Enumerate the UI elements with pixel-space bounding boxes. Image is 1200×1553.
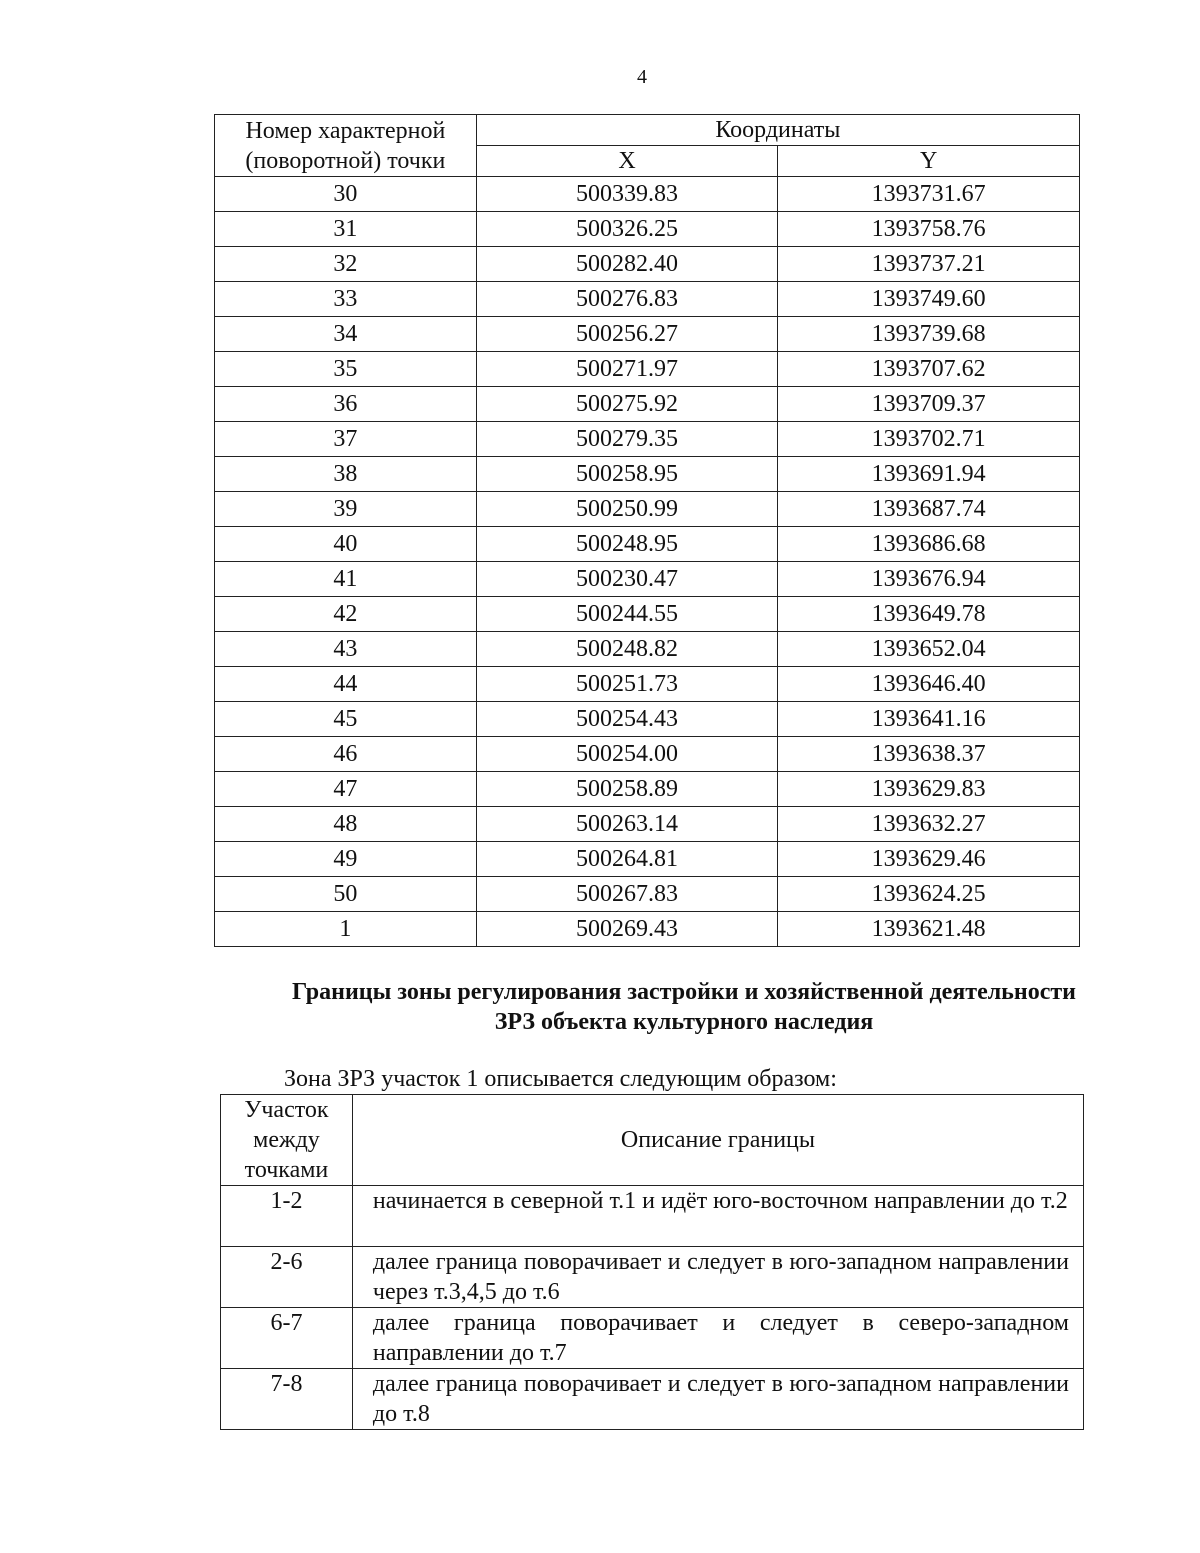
point-number-cell: 33: [215, 282, 477, 317]
point-number-cell: 38: [215, 457, 477, 492]
table-row: [215, 632, 1080, 667]
coordinates-table: [214, 114, 1080, 947]
table-row: [215, 667, 1080, 702]
point-number-cell: 43: [215, 632, 477, 667]
y-coordinate-cell: 1393687.74: [778, 492, 1080, 527]
x-coordinate-cell: 500251.73: [476, 667, 778, 702]
point-number-cell: 30: [215, 177, 477, 212]
point-number-cell: 36: [215, 387, 477, 422]
point-number-cell: 48: [215, 807, 477, 842]
x-coordinate-cell: 500267.83: [476, 877, 778, 912]
point-number-cell: 1: [215, 912, 477, 947]
segment-header: Участок между точками: [221, 1095, 353, 1186]
point-number-cell: 35: [215, 352, 477, 387]
page-number: 4: [637, 66, 647, 88]
point-number-cell: 31: [215, 212, 477, 247]
y-header: Y: [778, 146, 1080, 177]
point-number-header: Номер характерной (поворотной) точки: [215, 115, 477, 177]
table-row: [215, 597, 1080, 632]
y-coordinate-cell: 1393652.04: [778, 632, 1080, 667]
x-coordinate-cell: 500230.47: [476, 562, 778, 597]
point-number-cell: 39: [215, 492, 477, 527]
table-row: [215, 282, 1080, 317]
x-coordinate-cell: 500263.14: [476, 807, 778, 842]
x-coordinate-cell: 500250.99: [476, 492, 778, 527]
x-coordinate-cell: 500248.82: [476, 632, 778, 667]
x-coordinate-cell: 500271.97: [476, 352, 778, 387]
point-number-cell: 40: [215, 527, 477, 562]
y-coordinate-cell: 1393707.62: [778, 352, 1080, 387]
x-coordinate-cell: 500269.43: [476, 912, 778, 947]
section-title: Границы зоны регулирования застройки и хозяйственной деятельности ЗРЗ объекта культурного наследия: [292, 979, 1076, 1035]
table-row: [221, 1186, 1084, 1247]
intro-text: Зона ЗРЗ участок 1 описывается следующим образом:: [284, 1066, 837, 1092]
table-row: [215, 247, 1080, 282]
table-row: [221, 1247, 1084, 1308]
x-coordinate-cell: 500275.92: [476, 387, 778, 422]
table-row: [215, 492, 1080, 527]
table-row: [215, 912, 1080, 947]
y-coordinate-cell: 1393702.71: [778, 422, 1080, 457]
table-row: [215, 352, 1080, 387]
table-row: [221, 1369, 1084, 1430]
description-cell: далее граница поворачивает и следует в северо-западном направлении до т.7: [352, 1308, 1083, 1369]
table-row: [215, 807, 1080, 842]
table-row: [215, 737, 1080, 772]
y-coordinate-cell: 1393686.68: [778, 527, 1080, 562]
y-coordinate-cell: 1393646.40: [778, 667, 1080, 702]
y-coordinate-cell: 1393641.16: [778, 702, 1080, 737]
description-header: Описание границы: [352, 1095, 1083, 1186]
table-row: [215, 562, 1080, 597]
y-coordinate-cell: 1393621.48: [778, 912, 1080, 947]
point-number-cell: 37: [215, 422, 477, 457]
point-number-cell: 46: [215, 737, 477, 772]
point-number-cell: 50: [215, 877, 477, 912]
point-number-cell: 45: [215, 702, 477, 737]
x-coordinate-cell: 500279.35: [476, 422, 778, 457]
x-coordinate-cell: 500248.95: [476, 527, 778, 562]
y-coordinate-cell: 1393624.25: [778, 877, 1080, 912]
table-row: [215, 702, 1080, 737]
table-row: [215, 527, 1080, 562]
point-number-cell: 32: [215, 247, 477, 282]
point-number-cell: 34: [215, 317, 477, 352]
point-number-cell: 49: [215, 842, 477, 877]
point-number-cell: 47: [215, 772, 477, 807]
point-number-cell: 44: [215, 667, 477, 702]
y-coordinate-cell: 1393731.67: [778, 177, 1080, 212]
y-coordinate-cell: 1393709.37: [778, 387, 1080, 422]
table-row: [215, 317, 1080, 352]
y-coordinate-cell: 1393691.94: [778, 457, 1080, 492]
y-coordinate-cell: 1393737.21: [778, 247, 1080, 282]
y-coordinate-cell: 1393629.83: [778, 772, 1080, 807]
table-row: [221, 1308, 1084, 1369]
table-row: [215, 842, 1080, 877]
y-coordinate-cell: 1393638.37: [778, 737, 1080, 772]
x-coordinate-cell: 500254.43: [476, 702, 778, 737]
table-row: [215, 422, 1080, 457]
table-row: [215, 212, 1080, 247]
table-row: [215, 177, 1080, 212]
x-coordinate-cell: 500339.83: [476, 177, 778, 212]
point-number-cell: 41: [215, 562, 477, 597]
x-header: X: [476, 146, 778, 177]
y-coordinate-cell: 1393629.46: [778, 842, 1080, 877]
description-cell: начинается в северной т.1 и идёт юго-восточном направлении до т.2: [352, 1186, 1083, 1247]
y-coordinate-cell: 1393739.68: [778, 317, 1080, 352]
segment-cell: 1-2: [221, 1186, 353, 1247]
y-coordinate-cell: 1393749.60: [778, 282, 1080, 317]
x-coordinate-cell: 500256.27: [476, 317, 778, 352]
x-coordinate-cell: 500258.95: [476, 457, 778, 492]
segment-cell: 2-6: [221, 1247, 353, 1308]
x-coordinate-cell: 500276.83: [476, 282, 778, 317]
point-number-cell: 42: [215, 597, 477, 632]
description-cell: далее граница поворачивает и следует в юго-западном направлении до т.8: [352, 1369, 1083, 1430]
description-cell: далее граница поворачивает и следует в юго-западном направлении через т.3,4,5 до т.6: [352, 1247, 1083, 1308]
table-row: [215, 387, 1080, 422]
x-coordinate-cell: 500282.40: [476, 247, 778, 282]
y-coordinate-cell: 1393649.78: [778, 597, 1080, 632]
x-coordinate-cell: 500254.00: [476, 737, 778, 772]
segment-cell: 6-7: [221, 1308, 353, 1369]
segment-cell: 7-8: [221, 1369, 353, 1430]
table-row: [215, 457, 1080, 492]
x-coordinate-cell: 500264.81: [476, 842, 778, 877]
y-coordinate-cell: 1393758.76: [778, 212, 1080, 247]
boundary-description-table: [220, 1094, 1084, 1430]
x-coordinate-cell: 500326.25: [476, 212, 778, 247]
y-coordinate-cell: 1393676.94: [778, 562, 1080, 597]
table-row: [215, 877, 1080, 912]
x-coordinate-cell: 500258.89: [476, 772, 778, 807]
table-row: [215, 772, 1080, 807]
y-coordinate-cell: 1393632.27: [778, 807, 1080, 842]
x-coordinate-cell: 500244.55: [476, 597, 778, 632]
coordinates-header: Координаты: [476, 115, 1079, 146]
